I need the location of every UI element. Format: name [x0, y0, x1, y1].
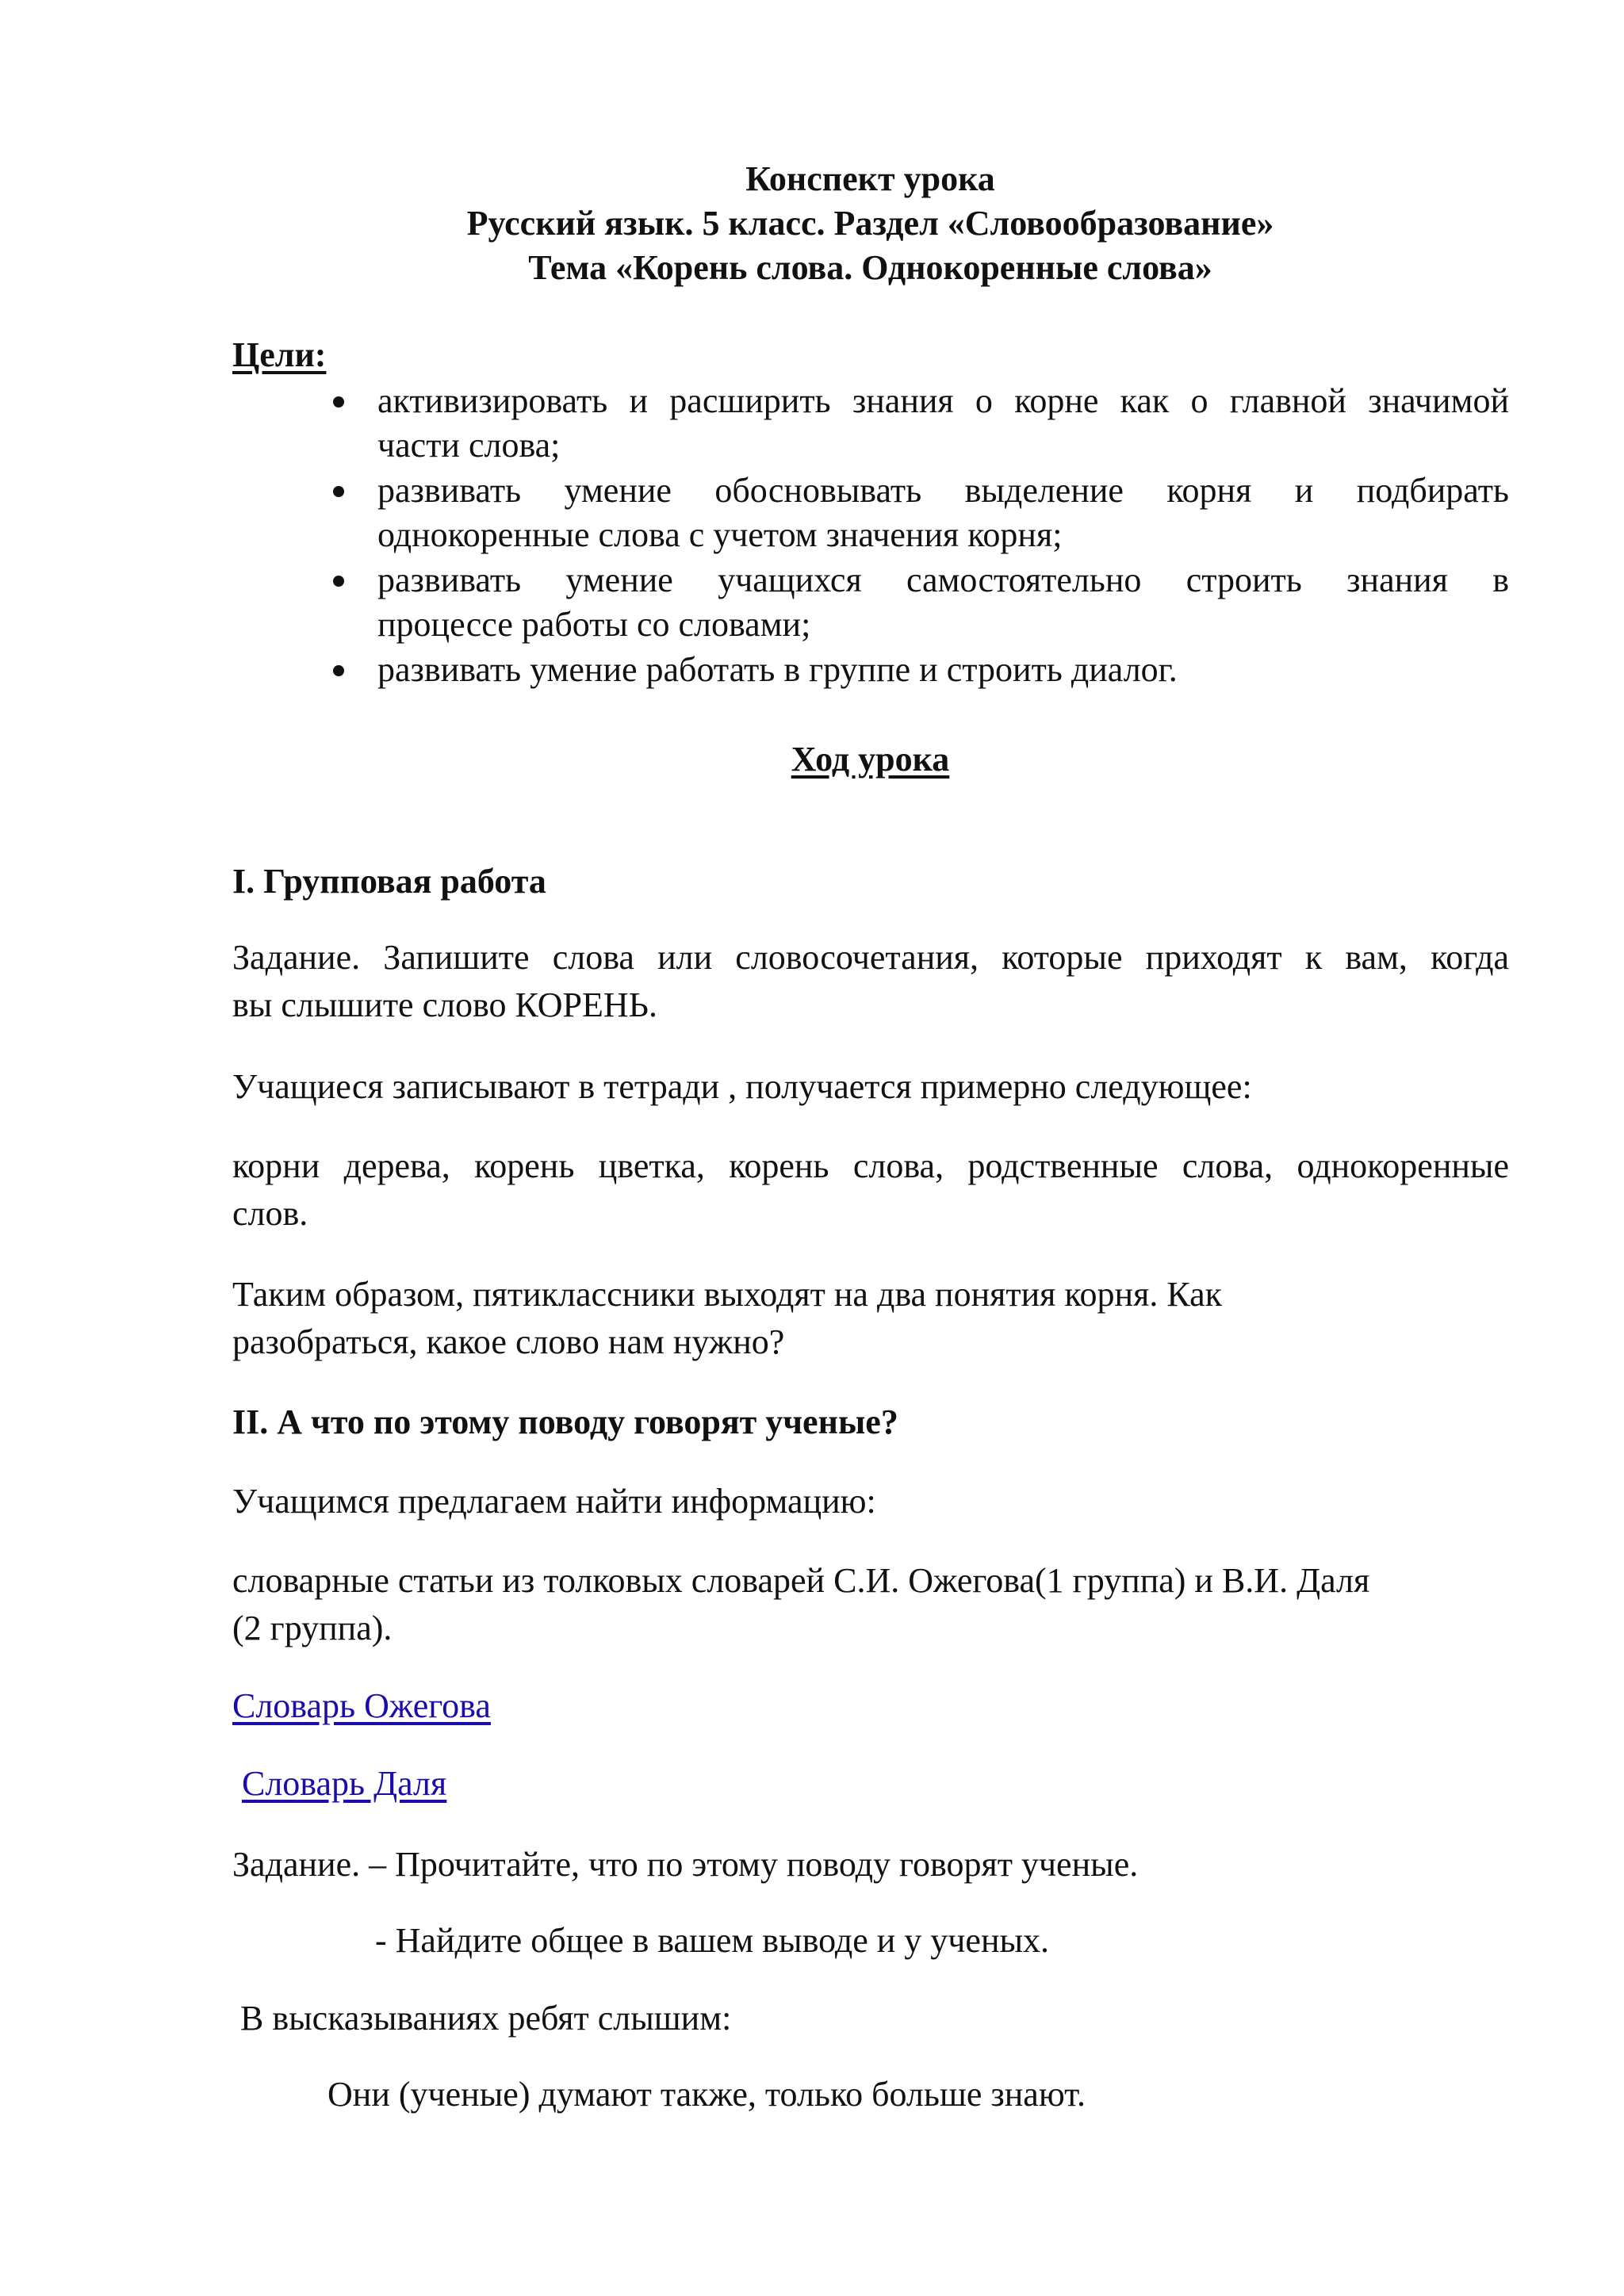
doc-title: Конспект урока — [745, 159, 995, 198]
section-1-heading: I. Групповая работа — [232, 862, 546, 901]
section-1-conclusion-line-1: Таким образом, пятиклассники выходят на два понятия корня. Как — [232, 1275, 1223, 1314]
section-1-task-line-2: вы слышите слово КОРЕНЬ. — [232, 985, 657, 1024]
bullet-dot — [333, 576, 344, 587]
bullet-dot — [333, 665, 344, 676]
section-2-heading: II. А что по этому поводу говорят ученые? — [232, 1402, 898, 1441]
section-2-task-1: Задание. – Прочитайте, что по этому поводу говорят ученые. — [232, 1845, 1139, 1884]
section-2-task-2: - Найдите общее в вашем выводе и у ученых. — [375, 1921, 1050, 1960]
goal-4-line-1: развивать умение работать в группе и строить диалог. — [377, 650, 1178, 689]
section-2-statements: В высказываниях ребят слышим: — [240, 1999, 732, 2038]
section-2-offer: Учащимся предлагаем найти информацию: — [232, 1482, 876, 1521]
goal-1-line-1: активизировать и расширить знания о корне как о главной значимой — [377, 381, 1509, 420]
section-2-quote: Они (ученые) думают также, только больше знают. — [327, 2075, 1086, 2114]
bullet-dot — [333, 486, 344, 497]
goal-3-line-1: развивать умение учащихся самостоятельно строить знания в — [377, 561, 1509, 599]
section-1-examples-line-1: корни дерева, корень цветка, корень слова, родственные слова, однокоренные — [232, 1146, 1509, 1185]
section-2-dict-line-2: (2 группа). — [232, 1609, 393, 1647]
section-1-task-line-1: Задание. Запишите слова или словосочетания, которые приходят к вам, когда — [232, 938, 1509, 977]
goal-1-line-2: части слова; — [377, 426, 561, 465]
section-1-conclusion-line-2: разобраться, какое слово нам нужно? — [232, 1322, 785, 1361]
section-1-students: Учащиеся записывают в тетради , получается примерно следующее: — [232, 1067, 1252, 1106]
bullet-dot — [333, 396, 344, 408]
ozhegov-dictionary-link[interactable]: Словарь Ожегова — [232, 1686, 491, 1725]
dal-dictionary-link[interactable]: Словарь Даля — [242, 1764, 447, 1803]
goal-2-line-1: развивать умение обосновывать выделение корня и подбирать — [377, 471, 1509, 510]
section-1-examples-line-2: слов. — [232, 1194, 308, 1233]
doc-subtitle: Русский язык. 5 класс. Раздел «Словообразование» — [466, 204, 1274, 243]
lesson-heading: Ход урока — [791, 740, 950, 779]
doc-topic: Тема «Корень слова. Однокоренные слова» — [528, 248, 1212, 287]
goals-heading: Цели: — [232, 335, 327, 374]
goal-2-line-2: однокоренные слова с учетом значения корня; — [377, 515, 1063, 554]
goal-3-line-2: процессе работы со словами; — [377, 605, 811, 644]
section-2-dict-line-1: словарные статьи из толковых словарей С.И. Ожегова(1 группа) и В.И. Даля — [232, 1561, 1370, 1600]
